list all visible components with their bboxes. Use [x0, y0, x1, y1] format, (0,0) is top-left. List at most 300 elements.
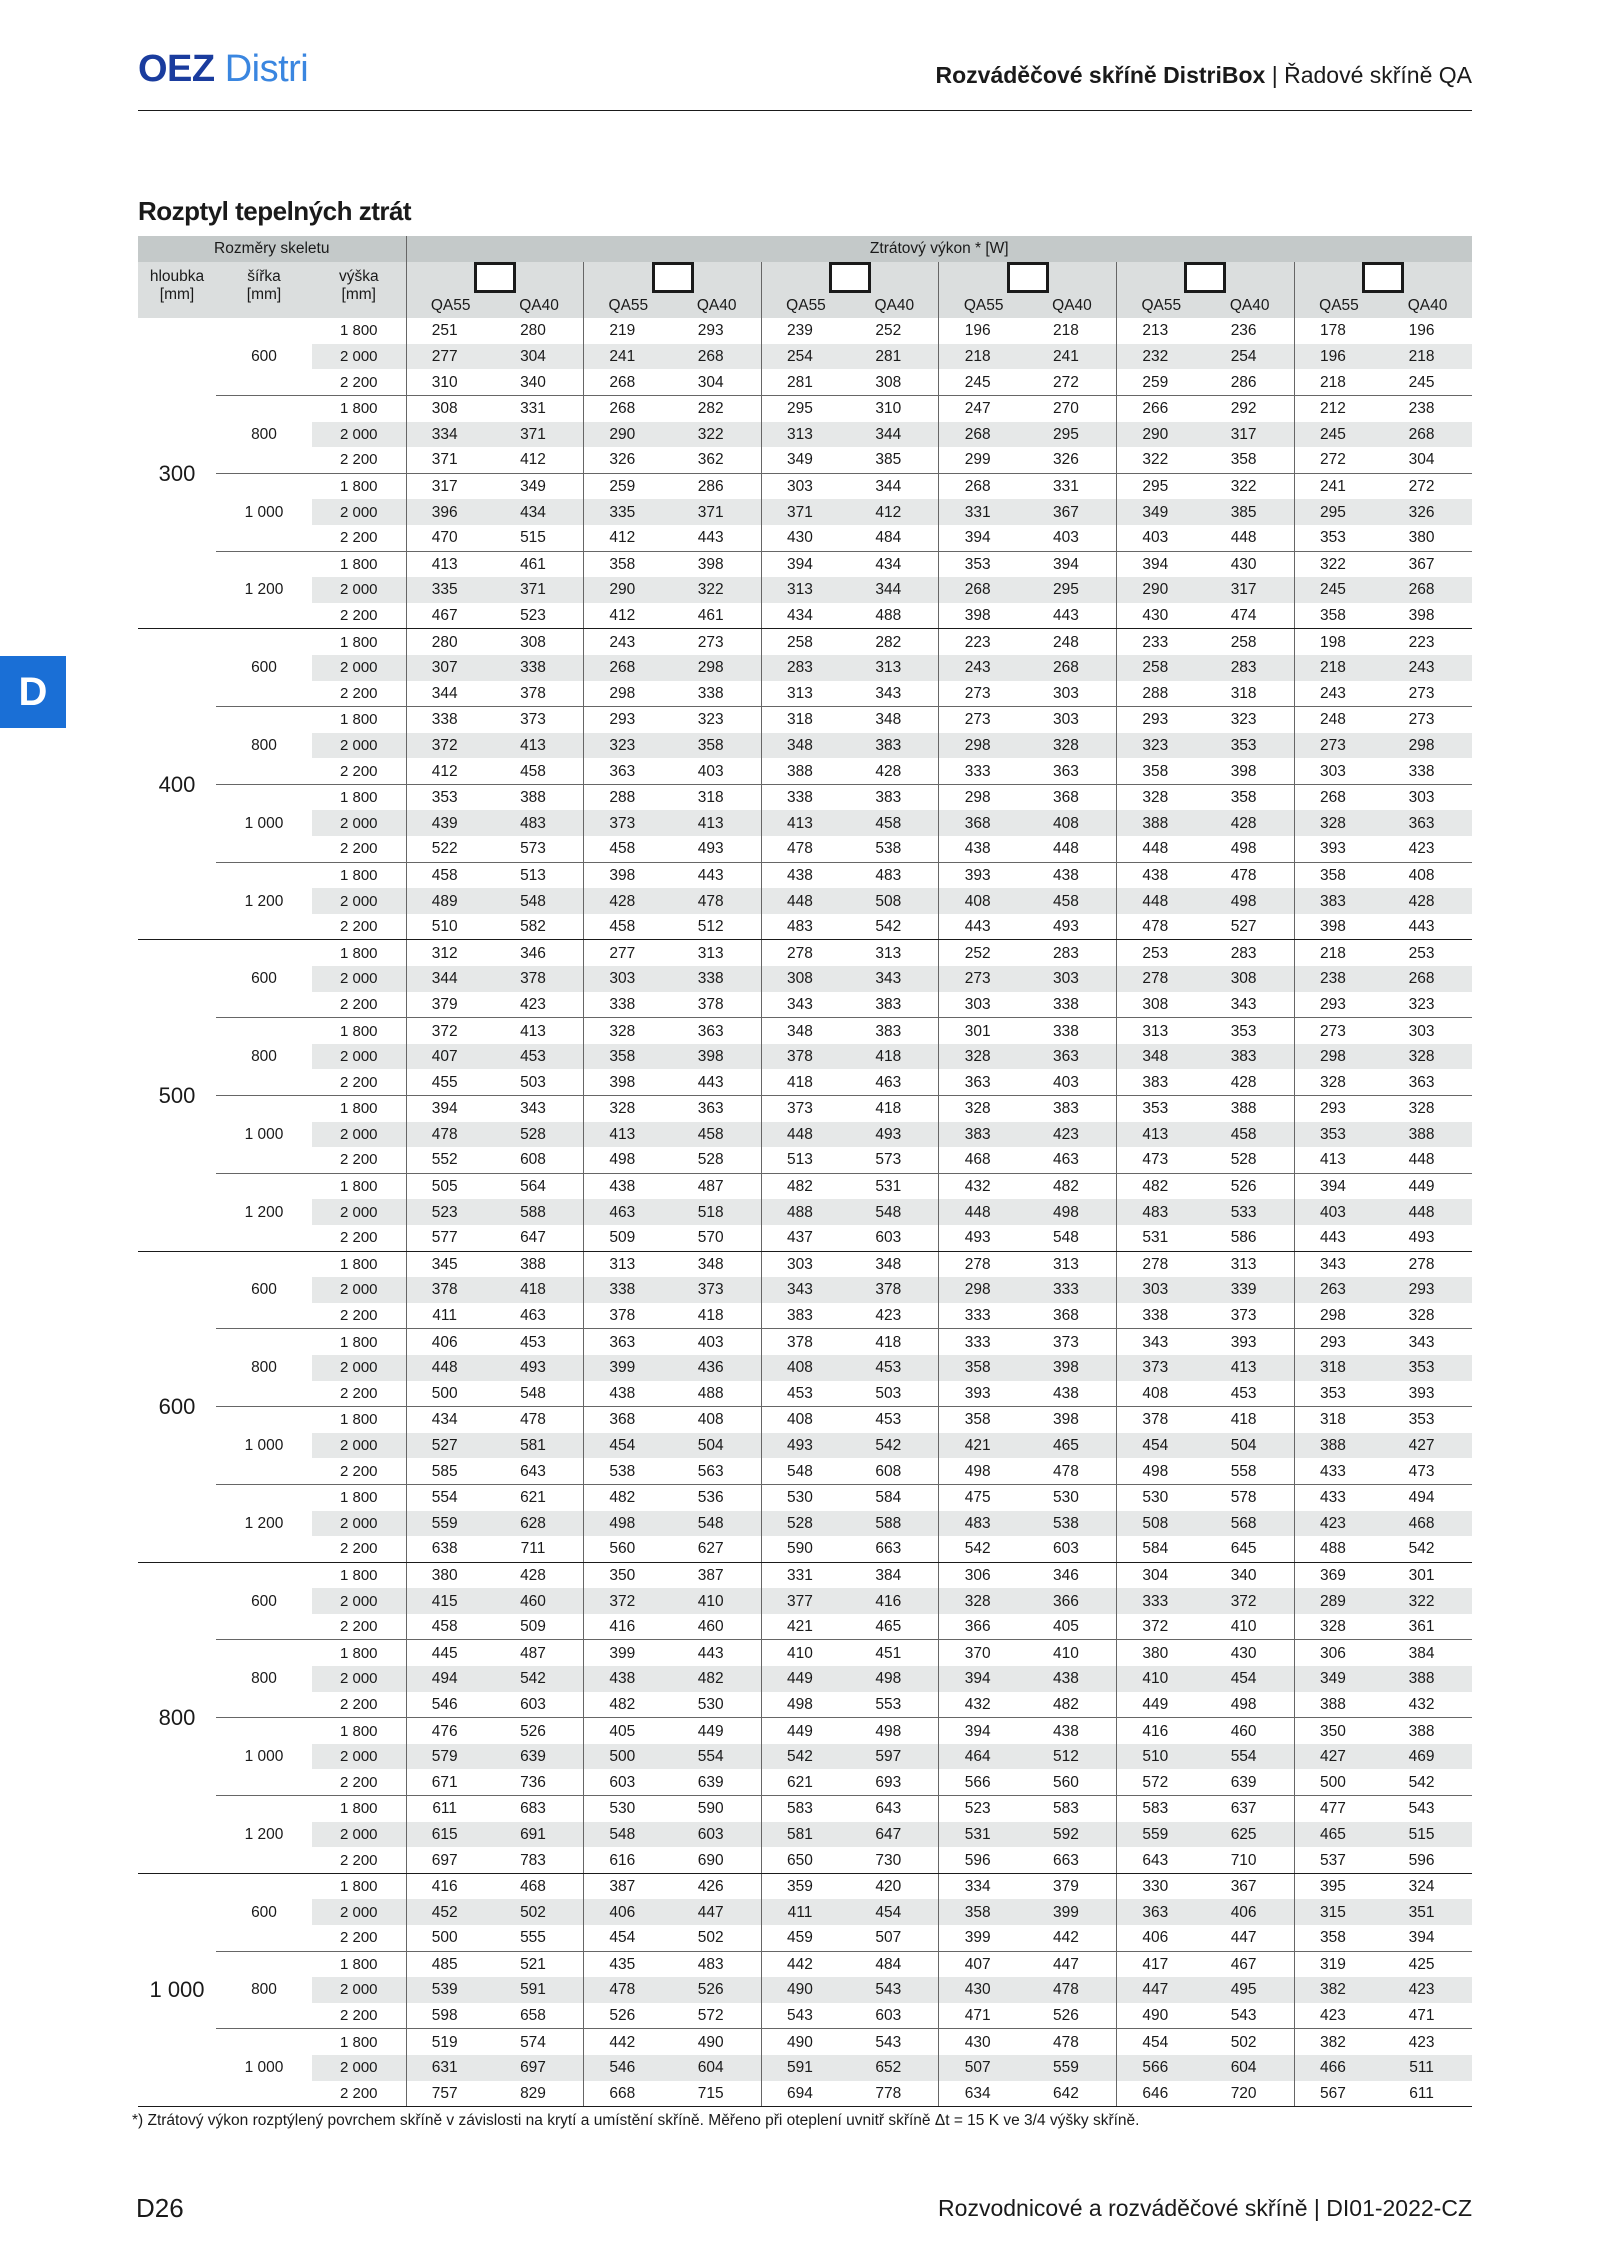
height-cell: 1 800 [339, 1722, 378, 1740]
loss-value-cell: 560 [1028, 1769, 1117, 1795]
loss-value-cell: 313 [1053, 1255, 1079, 1273]
loss-value-cell: 393 [939, 1381, 1028, 1407]
loss-value-cell: 353 [1117, 1096, 1206, 1122]
loss-value-cell: 413 [1205, 1355, 1294, 1381]
table-row [138, 1511, 1472, 1537]
loss-value-cell: 398 [1028, 1355, 1117, 1381]
loss-value-cell: 362 [673, 447, 762, 473]
loss-value-cell: 258 [1230, 633, 1257, 651]
height-cell: 2 200 [312, 681, 406, 707]
loss-value-cell: 437 [761, 1225, 850, 1251]
loss-value-cell: 293 [697, 322, 724, 340]
loss-value-cell: 378 [495, 966, 584, 992]
loss-value-cell: 298 [1294, 1044, 1383, 1070]
loss-value-cell: 326 [1383, 499, 1472, 525]
loss-value-cell: 268 [584, 369, 673, 395]
table-row [138, 1769, 1472, 1795]
loss-value-cell: 504 [673, 1433, 762, 1459]
loss-value-cell: 303 [939, 992, 1028, 1018]
loss-value-cell: 366 [1028, 1588, 1117, 1614]
loss-value-cell: 358 [1230, 789, 1257, 807]
loss-value-cell: 388 [520, 789, 546, 807]
loss-value-cell: 218 [1294, 655, 1383, 681]
loss-value-cell: 358 [584, 551, 673, 577]
cabinet-row-end-wall-icon [1184, 262, 1226, 293]
height-cell: 1 800 [339, 1333, 378, 1351]
loss-value-cell: 343 [850, 966, 939, 992]
loss-value-cell: 478 [761, 836, 850, 862]
loss-value-cell: 268 [939, 473, 1028, 499]
width-cell: 800 [216, 395, 312, 473]
height-cell: 2 000 [312, 1588, 406, 1614]
loss-value-cell: 643 [495, 1458, 584, 1484]
loss-value-cell: 443 [673, 1069, 762, 1095]
loss-value-cell: 346 [520, 944, 546, 962]
loss-value-cell: 412 [584, 603, 673, 629]
loss-value-cell: 451 [875, 1644, 902, 1662]
table-row [138, 862, 1472, 888]
loss-value-cell: 328 [939, 1044, 1028, 1070]
loss-value-cell: 218 [1294, 369, 1383, 395]
loss-value-cell: 537 [1294, 1847, 1383, 1873]
loss-value-cell: 349 [1117, 499, 1206, 525]
loss-value-cell: 555 [495, 1925, 584, 1951]
table-row [138, 784, 1472, 810]
table-row [138, 1458, 1472, 1484]
loss-value-cell: 498 [1028, 1199, 1117, 1225]
width-cell: 1 000 [216, 1407, 312, 1485]
loss-value-cell: 328 [1408, 1100, 1435, 1118]
loss-value-cell: 449 [1117, 1692, 1206, 1718]
loss-value-cell: 445 [406, 1640, 495, 1666]
loss-value-cell: 312 [406, 940, 495, 966]
loss-value-cell: 303 [1028, 966, 1117, 992]
loss-value-cell: 313 [697, 944, 724, 962]
table-row [138, 655, 1472, 681]
loss-value-cell: 358 [673, 733, 762, 759]
loss-value-cell: 273 [939, 966, 1028, 992]
loss-value-cell: 304 [673, 369, 762, 395]
loss-value-cell: 449 [761, 1718, 850, 1744]
loss-value-cell: 477 [1294, 1796, 1383, 1822]
loss-value-cell: 398 [1053, 1411, 1079, 1429]
loss-value-cell: 574 [520, 2033, 546, 2051]
loss-value-cell: 335 [584, 499, 673, 525]
loss-value-cell: 353 [1205, 733, 1294, 759]
loss-value-cell: 346 [1053, 1566, 1079, 1584]
loss-value-cell: 278 [1408, 1255, 1435, 1273]
height-cell: 2 200 [312, 992, 406, 1018]
loss-value-cell: 453 [495, 1044, 584, 1070]
loss-value-cell: 308 [520, 633, 546, 651]
loss-value-cell: 383 [1117, 1069, 1206, 1095]
loss-value-cell: 558 [1205, 1458, 1294, 1484]
height-cell: 1 800 [339, 866, 378, 884]
loss-value-cell: 383 [939, 1122, 1028, 1148]
qa55-col-header: QA55 [761, 293, 850, 319]
loss-value-cell: 432 [939, 1692, 1028, 1718]
loss-value-cell: 421 [939, 1433, 1028, 1459]
loss-value-cell: 458 [850, 810, 939, 836]
table-row [138, 2003, 1472, 2029]
loss-value-cell: 405 [1028, 1614, 1117, 1640]
loss-value-cell: 634 [939, 2081, 1028, 2107]
table-row [138, 1484, 1472, 1510]
loss-value-cell: 439 [406, 810, 495, 836]
loss-value-cell: 554 [406, 1484, 495, 1510]
loss-value-cell: 378 [406, 1277, 495, 1303]
loss-value-cell: 567 [1294, 2081, 1383, 2107]
loss-value-cell: 597 [850, 1744, 939, 1770]
loss-value-cell: 425 [1408, 1955, 1435, 1973]
col-width-header: šířka [mm] [216, 262, 312, 319]
loss-value-cell: 530 [673, 1692, 762, 1718]
loss-value-cell: 394 [761, 551, 850, 577]
loss-value-cell: 465 [1028, 1433, 1117, 1459]
loss-value-cell: 378 [673, 992, 762, 1018]
loss-value-cell: 570 [673, 1225, 762, 1251]
table-row [138, 1925, 1472, 1951]
loss-value-cell: 442 [761, 1951, 850, 1977]
width-cell: 1 200 [216, 862, 312, 940]
loss-value-cell: 564 [520, 1178, 546, 1196]
loss-value-cell: 458 [1205, 1122, 1294, 1148]
loss-value-cell: 328 [1294, 1614, 1383, 1640]
loss-value-cell: 322 [673, 422, 762, 448]
loss-value-cell: 280 [520, 322, 546, 340]
loss-value-cell: 303 [1408, 1022, 1435, 1040]
loss-value-cell: 393 [1230, 1333, 1257, 1351]
loss-value-cell: 363 [1383, 1069, 1472, 1095]
loss-value-cell: 403 [1117, 525, 1206, 551]
loss-value-cell: 586 [1205, 1225, 1294, 1251]
loss-value-cell: 298 [673, 655, 762, 681]
loss-value-cell: 358 [939, 1355, 1028, 1381]
loss-value-cell: 454 [584, 1925, 673, 1951]
loss-value-cell: 430 [1117, 603, 1206, 629]
loss-value-cell: 371 [406, 447, 495, 473]
table-row [138, 1614, 1472, 1640]
loss-value-cell: 243 [1383, 655, 1472, 681]
loss-value-cell: 427 [1383, 1433, 1472, 1459]
loss-value-cell: 412 [850, 499, 939, 525]
loss-value-cell: 453 [850, 1355, 939, 1381]
loss-value-cell: 603 [673, 1822, 762, 1848]
loss-value-cell: 383 [1294, 888, 1383, 914]
loss-value-cell: 399 [584, 1640, 673, 1666]
loss-value-cell: 611 [406, 1796, 495, 1822]
loss-value-cell: 543 [875, 2033, 902, 2051]
loss-value-cell: 301 [939, 1018, 1028, 1044]
loss-value-cell: 566 [1117, 2055, 1206, 2081]
loss-value-cell: 398 [673, 1044, 762, 1070]
loss-value-cell: 301 [1408, 1566, 1435, 1584]
loss-value-cell: 645 [1205, 1536, 1294, 1562]
loss-value-cell: 465 [1294, 1822, 1383, 1848]
loss-value-cell: 248 [1294, 707, 1383, 733]
loss-value-cell: 395 [1294, 1873, 1383, 1899]
footer-title: Rozvodnicové a rozváděčové skříně | DI01-2022-CZ [938, 2195, 1472, 2221]
loss-value-cell: 526 [520, 1722, 546, 1740]
depth-cell: 600 [138, 1251, 216, 1562]
loss-value-cell: 572 [1117, 1769, 1206, 1795]
loss-value-cell: 483 [697, 1955, 724, 1973]
width-cell: 800 [216, 1951, 312, 2029]
loss-value-cell: 585 [406, 1458, 495, 1484]
loss-value-cell: 485 [406, 1951, 495, 1977]
height-cell: 2 000 [312, 1822, 406, 1848]
loss-value-cell: 453 [761, 1381, 850, 1407]
loss-value-cell: 383 [875, 1022, 902, 1040]
table-row [138, 395, 1472, 421]
loss-value-cell: 353 [1294, 1381, 1383, 1407]
height-cell: 2 200 [312, 914, 406, 940]
loss-value-cell: 513 [761, 1147, 850, 1173]
height-cell: 2 000 [312, 655, 406, 681]
loss-value-cell: 548 [761, 1458, 850, 1484]
loss-value-cell: 245 [1294, 577, 1383, 603]
table-row [138, 1122, 1472, 1148]
loss-value-cell: 628 [495, 1511, 584, 1537]
loss-value-cell: 280 [406, 629, 495, 655]
loss-value-cell: 573 [850, 1147, 939, 1173]
loss-value-cell: 646 [1117, 2081, 1206, 2107]
loss-value-cell: 436 [673, 1355, 762, 1381]
loss-value-cell: 418 [495, 1277, 584, 1303]
loss-value-cell: 403 [697, 1333, 724, 1351]
loss-value-cell: 498 [761, 1692, 850, 1718]
loss-value-cell: 488 [1294, 1536, 1383, 1562]
loss-value-cell: 268 [1294, 784, 1383, 810]
chapter-tab: D [0, 656, 66, 728]
loss-value-cell: 512 [673, 914, 762, 940]
qa40-col-header: QA40 [1383, 293, 1472, 319]
loss-value-cell: 273 [939, 707, 1028, 733]
loss-value-cell: 471 [1383, 2003, 1472, 2029]
loss-value-cell: 323 [1383, 992, 1472, 1018]
loss-value-cell: 487 [697, 1178, 724, 1196]
table-row [138, 551, 1472, 577]
table-row [138, 940, 1472, 966]
height-cell: 2 200 [312, 525, 406, 551]
loss-value-cell: 443 [697, 866, 724, 884]
table-row [138, 992, 1472, 1018]
depth-cell: 800 [138, 1562, 216, 1873]
table-row [138, 758, 1472, 784]
loss-value-cell: 378 [584, 1303, 673, 1329]
loss-value-cell: 353 [1294, 1122, 1383, 1148]
loss-value-cell: 434 [495, 499, 584, 525]
loss-value-cell: 388 [1408, 1722, 1435, 1740]
loss-value-cell: 363 [584, 758, 673, 784]
loss-value-cell: 542 [761, 1744, 850, 1770]
loss-value-cell: 358 [1205, 447, 1294, 473]
width-cell: 800 [216, 1018, 312, 1096]
loss-value-cell: 447 [1053, 1955, 1079, 1973]
loss-value-cell: 488 [761, 1199, 850, 1225]
height-cell: 2 000 [312, 966, 406, 992]
config-icon-cell [406, 262, 584, 293]
loss-value-cell: 463 [495, 1303, 584, 1329]
height-cell: 2 200 [312, 836, 406, 862]
table-row [138, 1796, 1472, 1822]
loss-value-cell: 286 [1205, 369, 1294, 395]
cabinet-single-wall-icon [652, 262, 694, 293]
loss-value-cell: 464 [939, 1744, 1028, 1770]
loss-value-cell: 253 [1117, 940, 1206, 966]
loss-value-cell: 454 [850, 1899, 939, 1925]
loss-value-cell: 461 [520, 555, 546, 573]
loss-value-cell: 380 [1383, 525, 1472, 551]
loss-value-cell: 473 [1117, 1147, 1206, 1173]
loss-value-cell: 730 [850, 1847, 939, 1873]
width-cell: 800 [216, 1640, 312, 1718]
loss-value-cell: 603 [850, 1225, 939, 1251]
loss-value-cell: 421 [761, 1614, 850, 1640]
loss-value-cell: 413 [1117, 1122, 1206, 1148]
section-title: Rozptyl tepelných ztrát [138, 196, 412, 226]
loss-value-cell: 322 [1294, 551, 1383, 577]
loss-value-cell: 394 [939, 1718, 1028, 1744]
loss-value-cell: 266 [1117, 395, 1206, 421]
loss-value-cell: 323 [584, 733, 673, 759]
loss-value-cell: 578 [1230, 1489, 1257, 1507]
loss-value-cell: 196 [1408, 322, 1435, 340]
loss-value-cell: 338 [673, 966, 762, 992]
loss-value-cell: 218 [939, 344, 1028, 370]
loss-value-cell: 581 [495, 1433, 584, 1459]
height-cell: 2 200 [312, 1458, 406, 1484]
loss-value-cell: 373 [1117, 1355, 1206, 1381]
loss-value-cell: 333 [939, 1303, 1028, 1329]
loss-value-cell: 333 [1117, 1588, 1206, 1614]
loss-value-cell: 268 [1028, 655, 1117, 681]
table-row [138, 1433, 1472, 1459]
loss-value-cell: 548 [673, 1511, 762, 1537]
loss-value-cell: 526 [584, 2003, 673, 2029]
loss-value-cell: 298 [939, 733, 1028, 759]
loss-value-cell: 268 [939, 422, 1028, 448]
loss-value-cell: 568 [1205, 1511, 1294, 1537]
loss-value-cell: 338 [1028, 992, 1117, 1018]
loss-value-cell: 313 [850, 655, 939, 681]
loss-value-cell: 448 [761, 1122, 850, 1148]
loss-value-cell: 460 [1230, 1722, 1257, 1740]
height-cell: 2 000 [312, 1899, 406, 1925]
config-icon-cell [939, 262, 1117, 293]
loss-value-cell: 454 [1117, 2029, 1206, 2055]
loss-value-cell: 526 [1230, 1178, 1257, 1196]
loss-value-cell: 278 [1117, 1251, 1206, 1277]
table-row [138, 810, 1472, 836]
loss-value-cell: 572 [673, 2003, 762, 2029]
loss-value-cell: 299 [939, 447, 1028, 473]
loss-value-cell: 546 [406, 1692, 495, 1718]
height-cell: 2 000 [312, 888, 406, 914]
loss-value-cell: 448 [1117, 888, 1206, 914]
loss-value-cell: 338 [584, 1277, 673, 1303]
height-cell: 2 200 [312, 1069, 406, 1095]
height-cell: 1 800 [339, 711, 378, 729]
loss-value-cell: 303 [1408, 789, 1435, 807]
loss-value-cell: 511 [1383, 2055, 1472, 2081]
loss-value-cell: 647 [495, 1225, 584, 1251]
loss-value-cell: 372 [406, 733, 495, 759]
loss-value-cell: 423 [1294, 2003, 1383, 2029]
loss-value-cell: 367 [1408, 555, 1435, 573]
loss-value-cell: 448 [406, 1355, 495, 1381]
loss-value-cell: 423 [1028, 1122, 1117, 1148]
loss-value-cell: 542 [850, 1433, 939, 1459]
loss-value-cell: 317 [406, 473, 495, 499]
loss-value-cell: 458 [406, 1614, 495, 1640]
loss-value-cell: 273 [1408, 711, 1435, 729]
loss-value-cell: 239 [761, 318, 850, 344]
table-row [138, 1355, 1472, 1381]
table-row [138, 1588, 1472, 1614]
loss-value-cell: 418 [1230, 1411, 1257, 1429]
loss-value-cell: 396 [406, 499, 495, 525]
loss-value-cell: 298 [584, 681, 673, 707]
height-cell: 1 800 [339, 478, 378, 496]
loss-value-cell: 258 [761, 629, 850, 655]
loss-value-cell: 315 [1294, 1899, 1383, 1925]
loss-value-cell: 690 [673, 1847, 762, 1873]
loss-value-cell: 326 [1028, 447, 1117, 473]
loss-value-cell: 373 [1205, 1303, 1294, 1329]
loss-value-cell: 469 [1383, 1744, 1472, 1770]
loss-value-cell: 338 [406, 707, 495, 733]
loss-value-cell: 482 [1117, 1173, 1206, 1199]
loss-value-cell: 223 [939, 629, 1028, 655]
loss-value-cell: 393 [939, 862, 1028, 888]
loss-value-cell: 608 [495, 1147, 584, 1173]
loss-value-cell: 546 [584, 2055, 673, 2081]
loss-value-cell: 363 [697, 1100, 724, 1118]
height-cell: 1 800 [339, 633, 378, 651]
loss-value-cell: 338 [495, 655, 584, 681]
loss-value-cell: 345 [406, 1251, 495, 1277]
width-cell: 600 [216, 1251, 312, 1329]
table-row [138, 2081, 1472, 2107]
loss-value-cell: 500 [1294, 1769, 1383, 1795]
loss-value-cell: 293 [1117, 707, 1206, 733]
loss-value-cell: 313 [1117, 1018, 1206, 1044]
loss-value-cell: 318 [697, 789, 724, 807]
loss-value-cell: 482 [584, 1692, 673, 1718]
loss-value-cell: 615 [406, 1822, 495, 1848]
loss-value-cell: 438 [761, 862, 850, 888]
width-cell: 600 [216, 940, 312, 1018]
loss-value-cell: 490 [1117, 2003, 1206, 2029]
loss-value-cell: 448 [761, 888, 850, 914]
loss-value-cell: 503 [495, 1069, 584, 1095]
loss-value-cell: 417 [1117, 1951, 1206, 1977]
table-row [138, 1822, 1472, 1848]
loss-value-cell: 474 [1205, 603, 1294, 629]
loss-value-cell: 416 [584, 1614, 673, 1640]
loss-value-cell: 313 [584, 1251, 673, 1277]
height-cell: 1 800 [339, 1644, 378, 1662]
qa55-col-header: QA55 [1294, 293, 1383, 319]
loss-value-cell: 292 [1230, 400, 1257, 418]
height-cell: 1 800 [339, 789, 378, 807]
loss-value-cell: 370 [939, 1640, 1028, 1666]
loss-value-cell: 438 [584, 1173, 673, 1199]
loss-value-cell: 428 [1205, 1069, 1294, 1095]
loss-value-cell: 433 [1294, 1484, 1383, 1510]
loss-value-cell: 218 [1383, 344, 1472, 370]
